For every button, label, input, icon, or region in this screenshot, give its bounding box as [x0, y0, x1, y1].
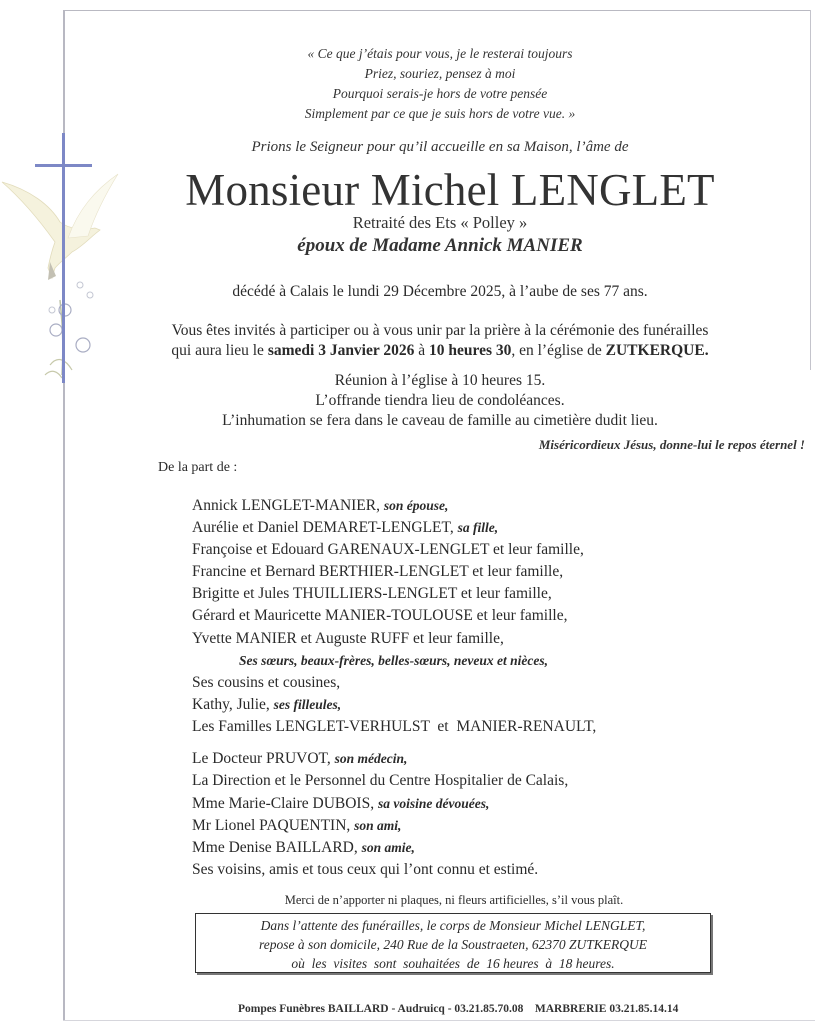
list-item: Yvette MANIER et Auguste RUFF et leur famille,	[192, 629, 504, 647]
family-role: ses filleules,	[273, 696, 342, 712]
visitation-line: Dans l’attente des funérailles, le corps de Monsieur Michel LENGLET,	[260, 918, 646, 933]
ceremony-place: ZUTKERQUE.	[605, 342, 709, 359]
other-name: Le Docteur PRUVOT,	[192, 750, 335, 767]
invitation-line-2	[70, 341, 810, 361]
closing-prayer: Miséricordieux Jésus, donne-lui le repos éternel !	[538, 437, 805, 452]
list-item	[192, 748, 568, 770]
list-item	[192, 694, 596, 716]
list-item	[192, 837, 568, 859]
family-list	[192, 495, 596, 738]
other-role: sa voisine dévouées,	[377, 795, 490, 811]
deceased-occupation: Retraité des Ets « Polley »	[352, 213, 528, 232]
invitation-text: à	[414, 342, 429, 359]
family-name: Aurélie et Daniel DEMARET-LENGLET,	[192, 519, 458, 537]
opening-quote	[70, 44, 810, 124]
family-role: son épouse,	[383, 498, 449, 513]
invitation-text: , en l’église de	[511, 342, 606, 359]
siblings-line: Ses sœurs, beaux-frères, belles-sœurs, neveux et nièces,	[239, 652, 548, 668]
ceremony-time: 10 heures 30	[428, 342, 512, 359]
from-label: De la part de :	[158, 460, 238, 475]
other-role: son médecin,	[334, 751, 408, 766]
list-item: Francine et Bernard BERTHIER-LENGLET et leur famille,	[192, 563, 564, 581]
list-item: Les Familles LENGLET-VERHULST et MANIER-RENAULT,	[192, 717, 597, 735]
list-item: Ses cousins et cousines,	[192, 673, 341, 691]
list-item: Ses voisins, amis et tous ceux qui l’ont connu et estimé.	[192, 861, 539, 879]
list-item: Gérard et Mauricette MANIER-TOULOUSE et leur famille,	[192, 607, 568, 625]
visitation-line: où les visites sont souhaitées de 16 heures à 18 heures.	[291, 956, 615, 971]
ceremony-details	[70, 371, 810, 431]
intro-prayer: Prions le Seigneur pour qu’il accueille en sa Maison, l’âme de	[251, 139, 629, 155]
list-item	[192, 495, 596, 517]
list-item: La Direction et le Personnel du Centre Hospitalier de Calais,	[192, 772, 569, 790]
invitation-text: qui aura lieu le	[171, 342, 268, 359]
list-item	[192, 517, 596, 539]
other-name: Mme Marie-Claire DUBOIS,	[192, 794, 378, 812]
other-name: Mr Lionel PAQUENTIN,	[192, 816, 355, 834]
invitation-line-1: Vous êtes invités à participer ou à vous unir par la prière à la cérémonie des funérailles	[171, 322, 709, 339]
other-role: son amie,	[361, 840, 415, 856]
frame-border-top	[63, 10, 811, 11]
deceased-name: Monsieur Michel LENGLET	[185, 165, 715, 215]
quote-line: « Ce que j’étais pour vous, je le resterai toujours	[307, 46, 573, 61]
ceremony-date: samedi 3 Janvier 2026	[267, 342, 415, 359]
cross-icon	[62, 133, 65, 383]
detail-line: L’inhumation se fera dans le caveau de famille au cimetière dudit lieu.	[222, 412, 658, 429]
death-notice: décédé à Calais le lundi 29 Décembre 2025, à l’aube de ses 77 ans.	[232, 283, 648, 300]
family-name: Kathy, Julie,	[192, 695, 274, 713]
no-flowers-note: Merci de n’apporter ni plaques, ni fleurs artificielles, s’il vous plaît.	[284, 893, 624, 907]
page-bottom-edge	[63, 1020, 815, 1021]
family-role: sa fille,	[457, 520, 499, 536]
detail-line: L’offrande tiendra lieu de condoléances.	[315, 392, 565, 409]
ceremony-invitation	[70, 321, 810, 361]
family-name: Annick LENGLET-MANIER,	[192, 497, 384, 514]
others-list	[192, 748, 568, 882]
other-name: Mme Denise BAILLARD,	[192, 839, 362, 857]
quote-line: Pourquoi serais-je hors de votre pensée	[332, 86, 548, 101]
deceased-spouse: époux de Madame Annick MANIER	[297, 235, 583, 256]
quote-line: Simplement par ce que je suis hors de votre vue. »	[304, 106, 576, 121]
visitation-box	[195, 913, 711, 973]
list-item	[192, 793, 568, 815]
other-role: son ami,	[354, 817, 402, 833]
visitation-line: repose à son domicile, 240 Rue de la Soustraeten, 62370 ZUTKERQUE	[259, 937, 647, 952]
list-item: Françoise et Edouard GARENAUX-LENGLET et leur famille,	[192, 541, 584, 559]
list-item: Brigitte et Jules THUILLIERS-LENGLET et leur famille,	[192, 585, 552, 603]
detail-line: Réunion à l’église à 10 heures 15.	[334, 372, 546, 389]
quote-line: Priez, souriez, pensez à moi	[364, 66, 516, 81]
funeral-home-footer: Pompes Funèbres BAILLARD - Audruicq - 03.21.85.70.08 MARBRERIE 03.21.85.14.14	[238, 1003, 679, 1015]
list-item	[192, 815, 568, 837]
